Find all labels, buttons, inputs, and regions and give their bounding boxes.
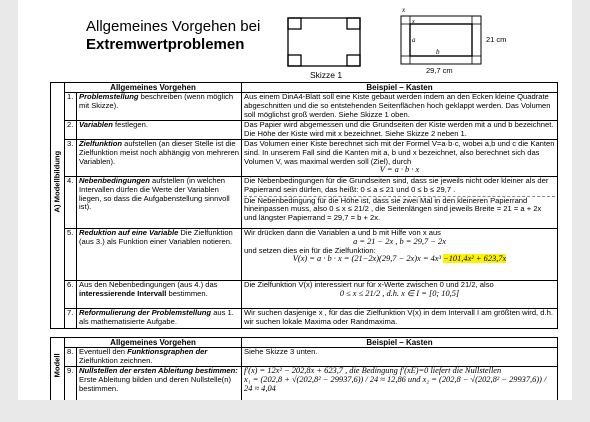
- sketch-1-corner-tr: [347, 18, 360, 29]
- title-line-1: Allgemeines Vorgehen bei: [86, 18, 261, 35]
- row-number: 8.: [65, 348, 77, 367]
- table-header-row: [51, 83, 558, 93]
- sketch-1-corner-br: [347, 55, 360, 66]
- interval-formula: 0 ≤ x ≤ 21/2 , d.h. x ∈ I = [0; 10,5]: [339, 288, 460, 298]
- sketch-1-corner-tl: [288, 18, 301, 29]
- head-right: Beispiel – Kasten: [242, 83, 558, 93]
- sketch-2-b-label: b: [436, 48, 440, 56]
- table-row: [51, 176, 558, 228]
- head-left: Allgemeines Vorgehen: [65, 338, 242, 348]
- viewer-background: [0, 400, 590, 422]
- row-number: 4.: [65, 176, 77, 228]
- sketch-2-width-label: 29,7 cm: [426, 66, 453, 75]
- highlighted-term: −101,4x² + 623,7x: [443, 254, 507, 264]
- table-row: [51, 280, 558, 308]
- row-left: Reformulierung der Problemstellung aus 1. als mathematisierte Aufgabe.: [77, 308, 242, 328]
- row-right: Die Zielfunktion V(x) interessiert nur für x-Werte zwischen 0 und 21/2, also 0 ≤ x ≤ 21/2 , d.h. x ∈ I = [0; 10,5]: [242, 280, 558, 308]
- sketch-2-x-inner: x: [412, 19, 415, 25]
- sketch-2-inner: [410, 24, 472, 56]
- row-number: 2.: [65, 120, 77, 139]
- sketch-1-outer: [288, 18, 360, 66]
- row-number: 7.: [65, 308, 77, 328]
- sketch-2-height-label: 21 cm: [486, 35, 507, 44]
- sketch-1-corner-bl: [288, 55, 301, 66]
- row-number: 5.: [65, 228, 77, 280]
- row-left: Nebenbedingungen aufstellen (in welchen Intervallen dürfen die Werte der Variablen liegen, so dass die Aufgabenstellung sinnvoll ist).: [77, 176, 242, 228]
- side-label: A) Modellbildung: [52, 150, 62, 213]
- document-page: [18, 0, 572, 400]
- row-left: Variablen festlegen.: [77, 120, 242, 139]
- sketch-2: [396, 4, 516, 76]
- row-left: Reduktion auf eine Variable Die Zielfunktion (aus 3.) als Funktion einer Variablen notieren.: [77, 228, 242, 280]
- title-line-2: Extremwertproblemen: [86, 36, 245, 53]
- side-label: Modell: [52, 352, 62, 377]
- substitution-formula: a = 21 − 2x , b = 29,7 − 2x: [353, 236, 446, 246]
- sketch-2-a-label: a: [412, 36, 416, 44]
- row-right: Wir drücken dann die Variablen a und b mit Hilfe von x aus a = 21 − 2x , b = 29,7 − 2x und setzen dies ein für die Zielfunktion: V(x) = a · b · x = (21−2x)(29,7 − 2x)x = 4x³ −101,4x² + 623,7x: [242, 228, 558, 280]
- head-right: Beispiel – Kasten: [242, 338, 558, 348]
- row-number: 9.: [65, 367, 77, 401]
- constraint-height: Die Nebenbedingung für die Höhe ist, dass sie zwei Mal in den kleineren Papierrand hineinpassen muss, also 0 ≤ x ≤ 21/2 , die Seitenlängen sind jeweils Breite = 21 = a + 2x und längster Papierrand = 29,7 = b + 2x.: [244, 196, 555, 224]
- table-row: [51, 93, 558, 121]
- table-row: [51, 120, 558, 139]
- side-label-cell: [51, 338, 65, 401]
- row-left: Aus den Nebenbedingungen (aus 4.) das interessierende Intervall bestimmen.: [77, 280, 242, 308]
- table-header-row: [51, 338, 558, 348]
- row-right: Die Nebenbedingungen für die Grundseiten sind, dass sie jeweils nicht oder kleiner als der Papierrand sein dürfen, das heißt: 0 ≤ a ≤ 21 und 0 ≤ b ≤ 29,7 . Die Nebenbedingung für die Höhe ist, dass sie zwei Mal in den kleineren Papierrand hineinpassen muss, also 0 ≤ x ≤ 21/2 , die Seitenlängen sind jeweils Breite = 21 = a + 2x und längster Papierrand = 29,7 = b + 2x.: [242, 176, 558, 228]
- row-number: 1.: [65, 93, 77, 121]
- row-left: Nullstellen der ersten Ableitung bestimmen: Erste Ableitung bilden und deren Nullstelle(n) bestimmen.: [77, 367, 242, 401]
- head-left: Allgemeines Vorgehen: [65, 83, 242, 93]
- sketch-2-x-label: x: [402, 6, 406, 14]
- row-number: 3.: [65, 139, 77, 176]
- row-right: f′(x) = 12x² − 202,8x + 623,7 , die Bedingung f′(xE)=0 liefert die Nullstellen x₁ = (202,8 + √(202,8² − 29937,6)) / 24 ≈ 12,86 und x₂ = (202,8 − √(202,8² − 29937,6)) / 24 ≈ 4,04: [242, 367, 558, 401]
- row-right: Wir suchen dasjenige x , für das die Zielfunktion V(x) in dem Intervall I am größten wird, d.h. wir suchen lokale Maxima oder Randmaxima.: [242, 308, 558, 328]
- side-label-cell: [51, 83, 65, 329]
- row-right: Aus einem DinA4-Blatt soll eine Kiste gebaut werden indem an den Ecken kleine Quadrate abgeschnitten und die so entstehenden Seitenflächen hoch geklappt werden. Das Volumen soll möglichst groß werden. Siehe Skizze 1 oben.: [242, 93, 558, 121]
- table-row: [51, 348, 558, 367]
- table-row: [51, 139, 558, 176]
- sketch-1-label: Skizze 1: [310, 70, 343, 80]
- table-row: [51, 367, 558, 401]
- row-right: Siehe Skizze 3 unten.: [242, 348, 558, 367]
- row-left: Problemstellung beschreiben (wenn möglich mit Skizze).: [77, 93, 242, 121]
- table-row: [51, 228, 558, 280]
- row-left: Zielfunktion aufstellen (an dieser Stelle ist die Zielfunktion meist noch abhängig von mehreren Variablen).: [77, 139, 242, 176]
- target-function: V(x) = a · b · x = (21−2x)(29,7 − 2x)x = 4x³ −101,4x² + 623,7x: [292, 254, 507, 264]
- table-modellbildung: [50, 82, 558, 329]
- row-left: Eventuell den Funktionsgraphen der Zielfunktion zeichnen.: [77, 348, 242, 367]
- row-right: Das Volumen einer Kiste berechnet sich mit der Formel V=a·b·c, wobei a,b und c die Kanten sind. In unserem Fall sind die Kanten mit a, b und x bezeichnet, also berechnet sich das Volumen V, was maximal werden soll (Ziel), durch V = a · b · x: [242, 139, 558, 176]
- row-right: Das Papier wird abgemessen und die Grundseiten der Kiste werden mit a und b bezeichnet. Die Höhe der Kiste wird mit x bezeichnet. Siehe Skizze 2 neben 1.: [242, 120, 558, 139]
- row-number: 6.: [65, 280, 77, 308]
- volume-formula: V = a · b · x: [379, 165, 420, 175]
- table-row: [51, 308, 558, 328]
- table-modell: [50, 337, 558, 400]
- roots-formula: x₁ = (202,8 + √(202,8² − 29937,6)) / 24 ≈ 12,86 und x₂ = (202,8 − √(202,8² − 29937,6)) / 24 ≈ 4,04: [244, 374, 547, 393]
